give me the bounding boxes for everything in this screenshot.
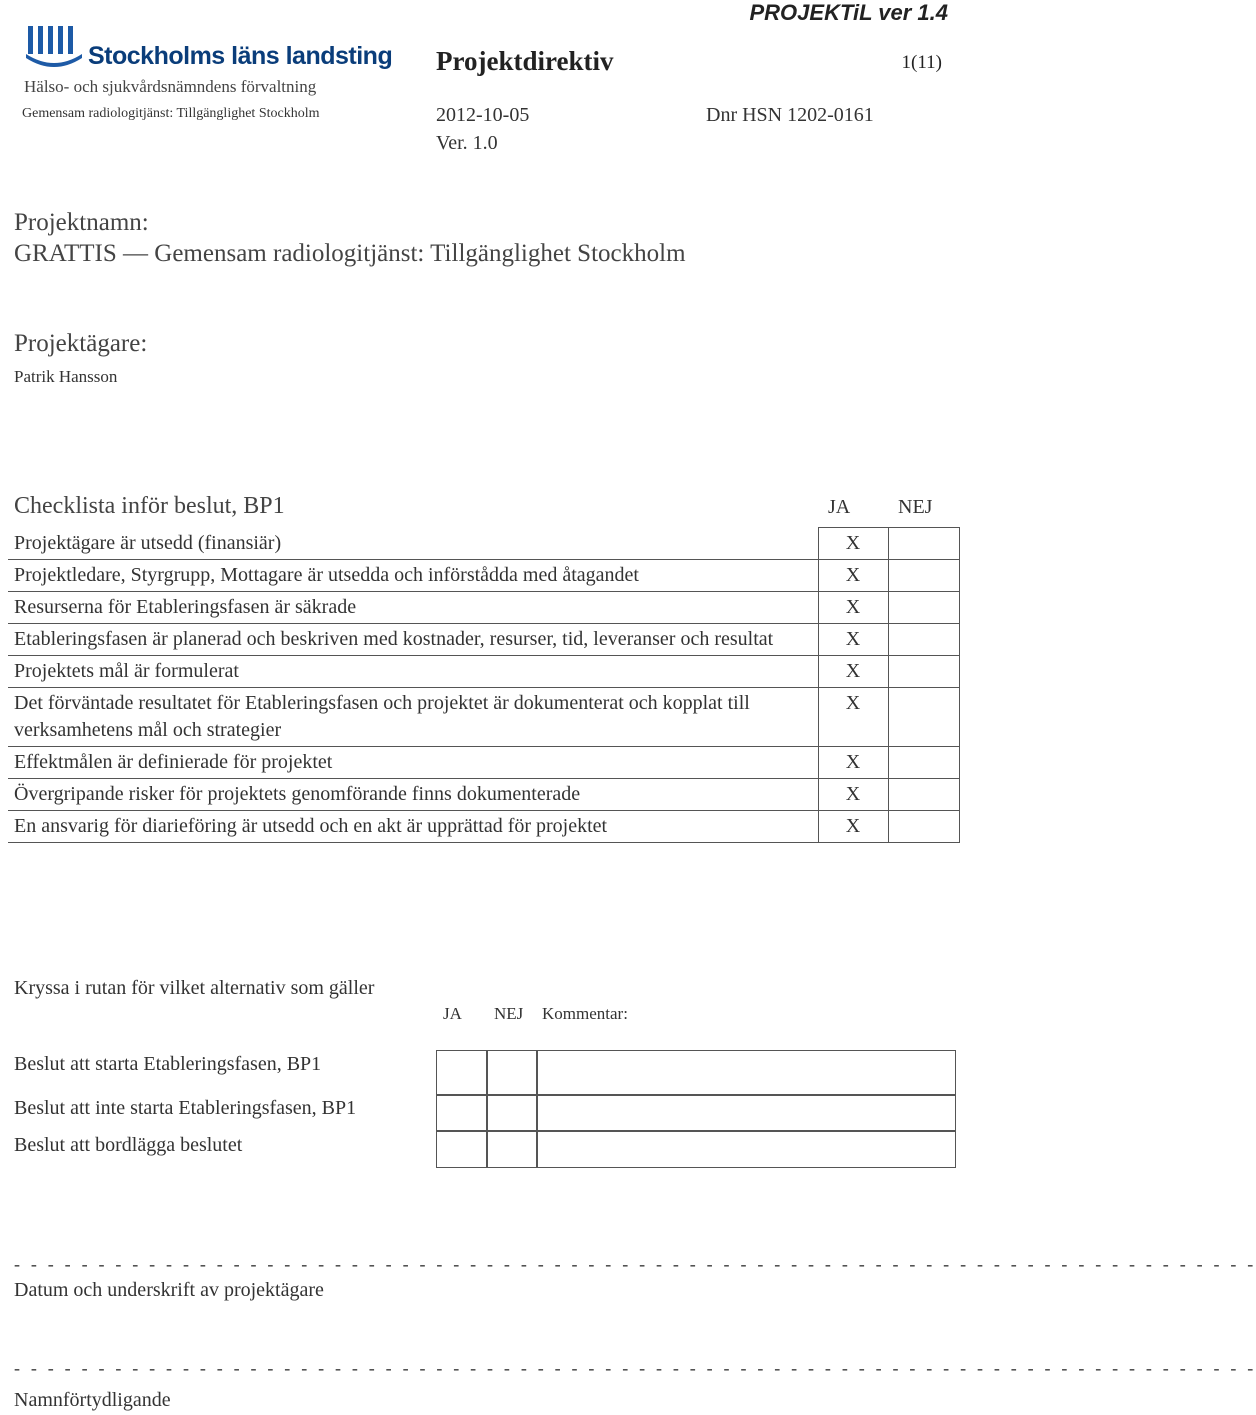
checklist-row — [8, 687, 959, 746]
checklist-col-ja: JA — [828, 496, 851, 518]
project-owner-value: Patrik Hansson — [14, 367, 118, 386]
checklist-item-text: Projektägare är utsedd (finansiär) — [8, 528, 818, 560]
brand-name: Stockholms läns landsting — [88, 42, 393, 70]
document-date: 2012-10-05 — [436, 104, 530, 126]
signature-dashed-line: - - - - - - - - - - - - - - - - - - - - - - - - - - - - - - - - - - - - - - - - - - - - - - - - - - - - - - - - - - - - - - - - - - - - - - - - - - — [14, 1254, 1256, 1274]
checklist-ja-cell[interactable]: X — [818, 528, 888, 560]
registration-number: Dnr HSN 1202-0161 — [706, 104, 874, 126]
checklist-row — [8, 591, 959, 623]
checklist-nej-cell[interactable] — [888, 810, 959, 842]
checklist-row — [8, 778, 959, 810]
checklist-ja-cell[interactable]: X — [818, 655, 888, 687]
signature-date-label: Datum och underskrift av projektägare — [14, 1279, 324, 1301]
decision-start-nej-checkbox[interactable] — [486, 1050, 538, 1096]
decision-postpone-nej-checkbox[interactable] — [486, 1130, 538, 1168]
checklist-nej-cell[interactable] — [888, 591, 959, 623]
decision-instruction: Kryssa i rutan för vilket alternativ som gäller — [14, 977, 375, 999]
decision-postpone-ja-checkbox[interactable] — [436, 1130, 488, 1168]
name-clarification-label: Namnförtydligande — [14, 1389, 171, 1411]
decision-col-comment: Kommentar: — [542, 1004, 628, 1023]
checklist-title: Checklista inför beslut, BP1 — [14, 493, 285, 519]
checklist-table — [8, 527, 960, 843]
checklist-nej-cell[interactable] — [888, 655, 959, 687]
checklist-nej-cell[interactable] — [888, 778, 959, 810]
checklist-col-nej: NEJ — [898, 496, 933, 518]
checklist-item-text: Det förväntade resultatet för Etableringsfasen och projektet är dokumenterat och kopplat till verksamhetens mål och strategier — [8, 687, 818, 746]
checklist-ja-cell[interactable]: X — [818, 591, 888, 623]
document-version: Ver. 1.0 — [436, 132, 498, 154]
decision-option-not-start: Beslut att inte starta Etableringsfasen, BP1 — [14, 1097, 357, 1119]
checklist-row — [8, 746, 959, 778]
project-owner-label: Projektägare: — [14, 330, 148, 357]
checklist-row — [8, 559, 959, 591]
project-unit: Gemensam radiologitjänst: Tillgänglighet Stockholm — [22, 106, 320, 121]
checklist-item-text: En ansvarig för diarieföring är utsedd och en akt är upprättad för projektet — [8, 810, 818, 842]
checklist-item-text: Effektmålen är definierade för projektet — [8, 746, 818, 778]
decision-option-postpone: Beslut att bordlägga beslutet — [14, 1134, 243, 1156]
checklist-item-text: Projektets mål är formulerat — [8, 655, 818, 687]
decision-start-comment-field[interactable] — [536, 1050, 956, 1096]
checklist-ja-cell[interactable]: X — [818, 778, 888, 810]
decision-not-start-ja-checkbox[interactable] — [436, 1094, 488, 1132]
organization-name: Hälso- och sjukvårdsnämndens förvaltning — [24, 77, 317, 96]
checklist-ja-cell[interactable]: X — [818, 746, 888, 778]
page-number: 1(11) — [901, 52, 942, 73]
checklist-ja-cell[interactable]: X — [818, 810, 888, 842]
decision-not-start-nej-checkbox[interactable] — [486, 1094, 538, 1132]
checklist-ja-cell[interactable]: X — [818, 687, 888, 746]
checklist-item-text: Övergripande risker för projektets genomförande finns dokumenterade — [8, 778, 818, 810]
checklist-ja-cell[interactable]: X — [818, 623, 888, 655]
checklist-nej-cell[interactable] — [888, 528, 959, 560]
checklist-ja-cell[interactable]: X — [818, 559, 888, 591]
project-name-label: Projektnamn: — [14, 209, 149, 236]
decision-start-ja-checkbox[interactable] — [436, 1050, 488, 1096]
checklist-row — [8, 810, 959, 842]
checklist-item-text: Resurserna för Etableringsfasen är säkrade — [8, 591, 818, 623]
checklist-row — [8, 655, 959, 687]
checklist-item-text: Etableringsfasen är planerad och beskriven med kostnader, resurser, tid, leveranser och resultat — [8, 623, 818, 655]
decision-col-nej: NEJ — [494, 1004, 524, 1023]
decision-not-start-comment-field[interactable] — [536, 1094, 956, 1132]
template-version: PROJEKTiL ver 1.4 — [749, 0, 948, 25]
project-name-value: GRATTIS — Gemensam radiologitjänst: Tillgänglighet Stockholm — [14, 240, 686, 267]
checklist-nej-cell[interactable] — [888, 746, 959, 778]
checklist-row — [8, 528, 959, 560]
decision-postpone-comment-field[interactable] — [536, 1130, 956, 1168]
document-title: Projektdirektiv — [436, 46, 614, 76]
decision-col-ja: JA — [443, 1004, 462, 1023]
checklist-nej-cell[interactable] — [888, 623, 959, 655]
checklist-row — [8, 623, 959, 655]
decision-option-start: Beslut att starta Etableringsfasen, BP1 — [14, 1053, 322, 1075]
name-dashed-line: - - - - - - - - - - - - - - - - - - - - - - - - - - - - - - - - - - - - - - - - - - - - - - - - - - - - - - - - - - - - - - - - - - - - - - - - - - — [14, 1358, 1256, 1378]
checklist-nej-cell[interactable] — [888, 559, 959, 591]
checklist-nej-cell[interactable] — [888, 687, 959, 746]
checklist-item-text: Projektledare, Styrgrupp, Mottagare är utsedda och införstådda med åtagandet — [8, 559, 818, 591]
